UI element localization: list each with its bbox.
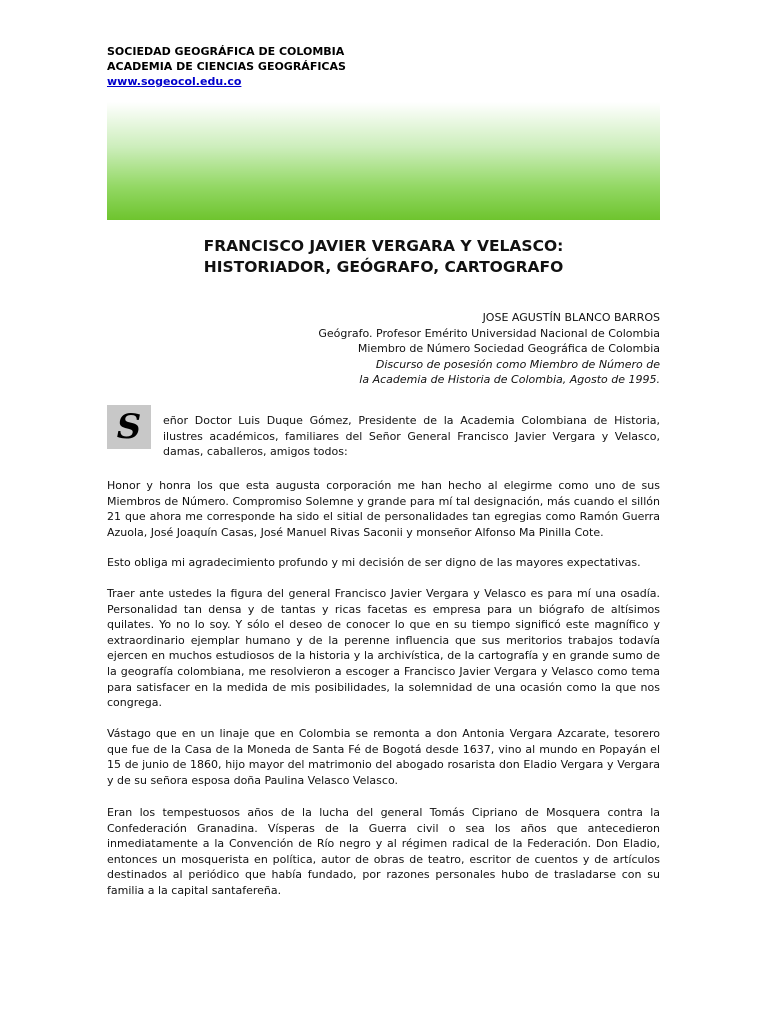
- title-line-1: FRANCISCO JAVIER VERGARA Y VELASCO:: [203, 237, 564, 255]
- author-role-2: Miembro de Número Sociedad Geográfica de Colombia: [357, 342, 660, 355]
- author-role-1: Geógrafo. Profesor Emérito Universidad Nacional de Colombia: [318, 326, 660, 340]
- speech-note-1: Discurso de posesión como Miembro de Número de: [375, 357, 660, 371]
- document-title: [107, 236, 660, 278]
- institution-header: [107, 44, 346, 89]
- green-gradient-banner: [107, 102, 660, 220]
- title-line-2: HISTORIADOR, GEÓGRAFO, CARTOGRAFO: [203, 258, 564, 276]
- website-link[interactable]: www.sogeocol.edu.co: [107, 75, 242, 88]
- author-block: [318, 310, 660, 388]
- header-academy-name: ACADEMIA DE CIENCIAS GEOGRÁFICAS: [107, 60, 346, 73]
- intro-paragraph: eñor Doctor Luis Duque Gómez, Presidente de la Academia Colombiana de Historia, ilustres académicos, familiares del Señor General Francisco Javier Vergara y Velasco, damas, caballeros, amigos todos:: [163, 414, 660, 459]
- speech-note-2: la Academia de Historia de Colombia, Agosto de 1995.: [359, 373, 660, 386]
- drop-cap: S: [107, 405, 151, 449]
- header-society-name: SOCIEDAD GEOGRÁFICA DE COLOMBIA: [107, 45, 345, 58]
- paragraph-3: Traer ante ustedes la figura del general Francisco Javier Vergara y Velasco es para mí una osadía. Personalidad tan densa y de tantas y ricas facetas es empresa para un biógrafo de altísimos quilates. Yo no lo soy. Y sólo el deseo de conocer lo que en su tiempo significó este magnífico y extraordinario ejemplar humano y de la perenne influencia que sus meritorios trabajos todavía ejercen en muchos estudiosos de la historia y la archivística, de la cartografía y en grande sumo de la geografía colombiana, me resolvieron a escoger a Francisco Javier Vergara y Velasco como tema para satisfacer en la medida de mis posibilidades, la solemnidad de una ocasión como la que nos congrega.: [107, 587, 660, 710]
- author-name: JOSE AGUSTÍN BLANCO BARROS: [482, 311, 660, 324]
- paragraph-1: Honor y honra los que esta augusta corporación me han hecho al elegirme como uno de sus Miembros de Número. Compromiso Solemne y grande para mí tal designación, más cuando el sillón 21 que ahora me corresponde ha sido el sitial de personalidades tan egregias como Ramón Guerra Azuola, José Joaquín Casas, José Manuel Rivas Saconii y monseñor Alfonso Ma Pinilla Cote.: [107, 479, 660, 539]
- paragraph-4: Vástago que en un linaje que en Colombia se remonta a don Antonia Vergara Azcarate, tesorero que fue de la Casa de la Moneda de Santa Fé de Bogotá desde 1637, vino al mundo en Popayán el 15 de junio de 1860, hijo mayor del matrimonio del abogado rosarista don Eladio Vergara y Vergara y de su señora esposa doña Paulina Velasco Velasco.: [107, 727, 660, 787]
- paragraph-5: Eran los tempestuosos años de la lucha del general Tomás Cipriano de Mosquera contra la Confederación Granadina. Vísperas de la Guerra civil o sea los años que antecedieron inmediatamente a la Convención de Río negro y al régimen radical de la Federación. Don Eladio, entonces un mosquerista en política, autor de obras de teatro, escritor de cuentos y de artículos destinados al periódico que había fundado, por razones personales hubo de trasladarse con su familia a la capital santafereña.: [107, 806, 660, 897]
- paragraph-2: Esto obliga mi agradecimiento profundo y mi decisión de ser digno de las mayores expectativas.: [107, 556, 641, 569]
